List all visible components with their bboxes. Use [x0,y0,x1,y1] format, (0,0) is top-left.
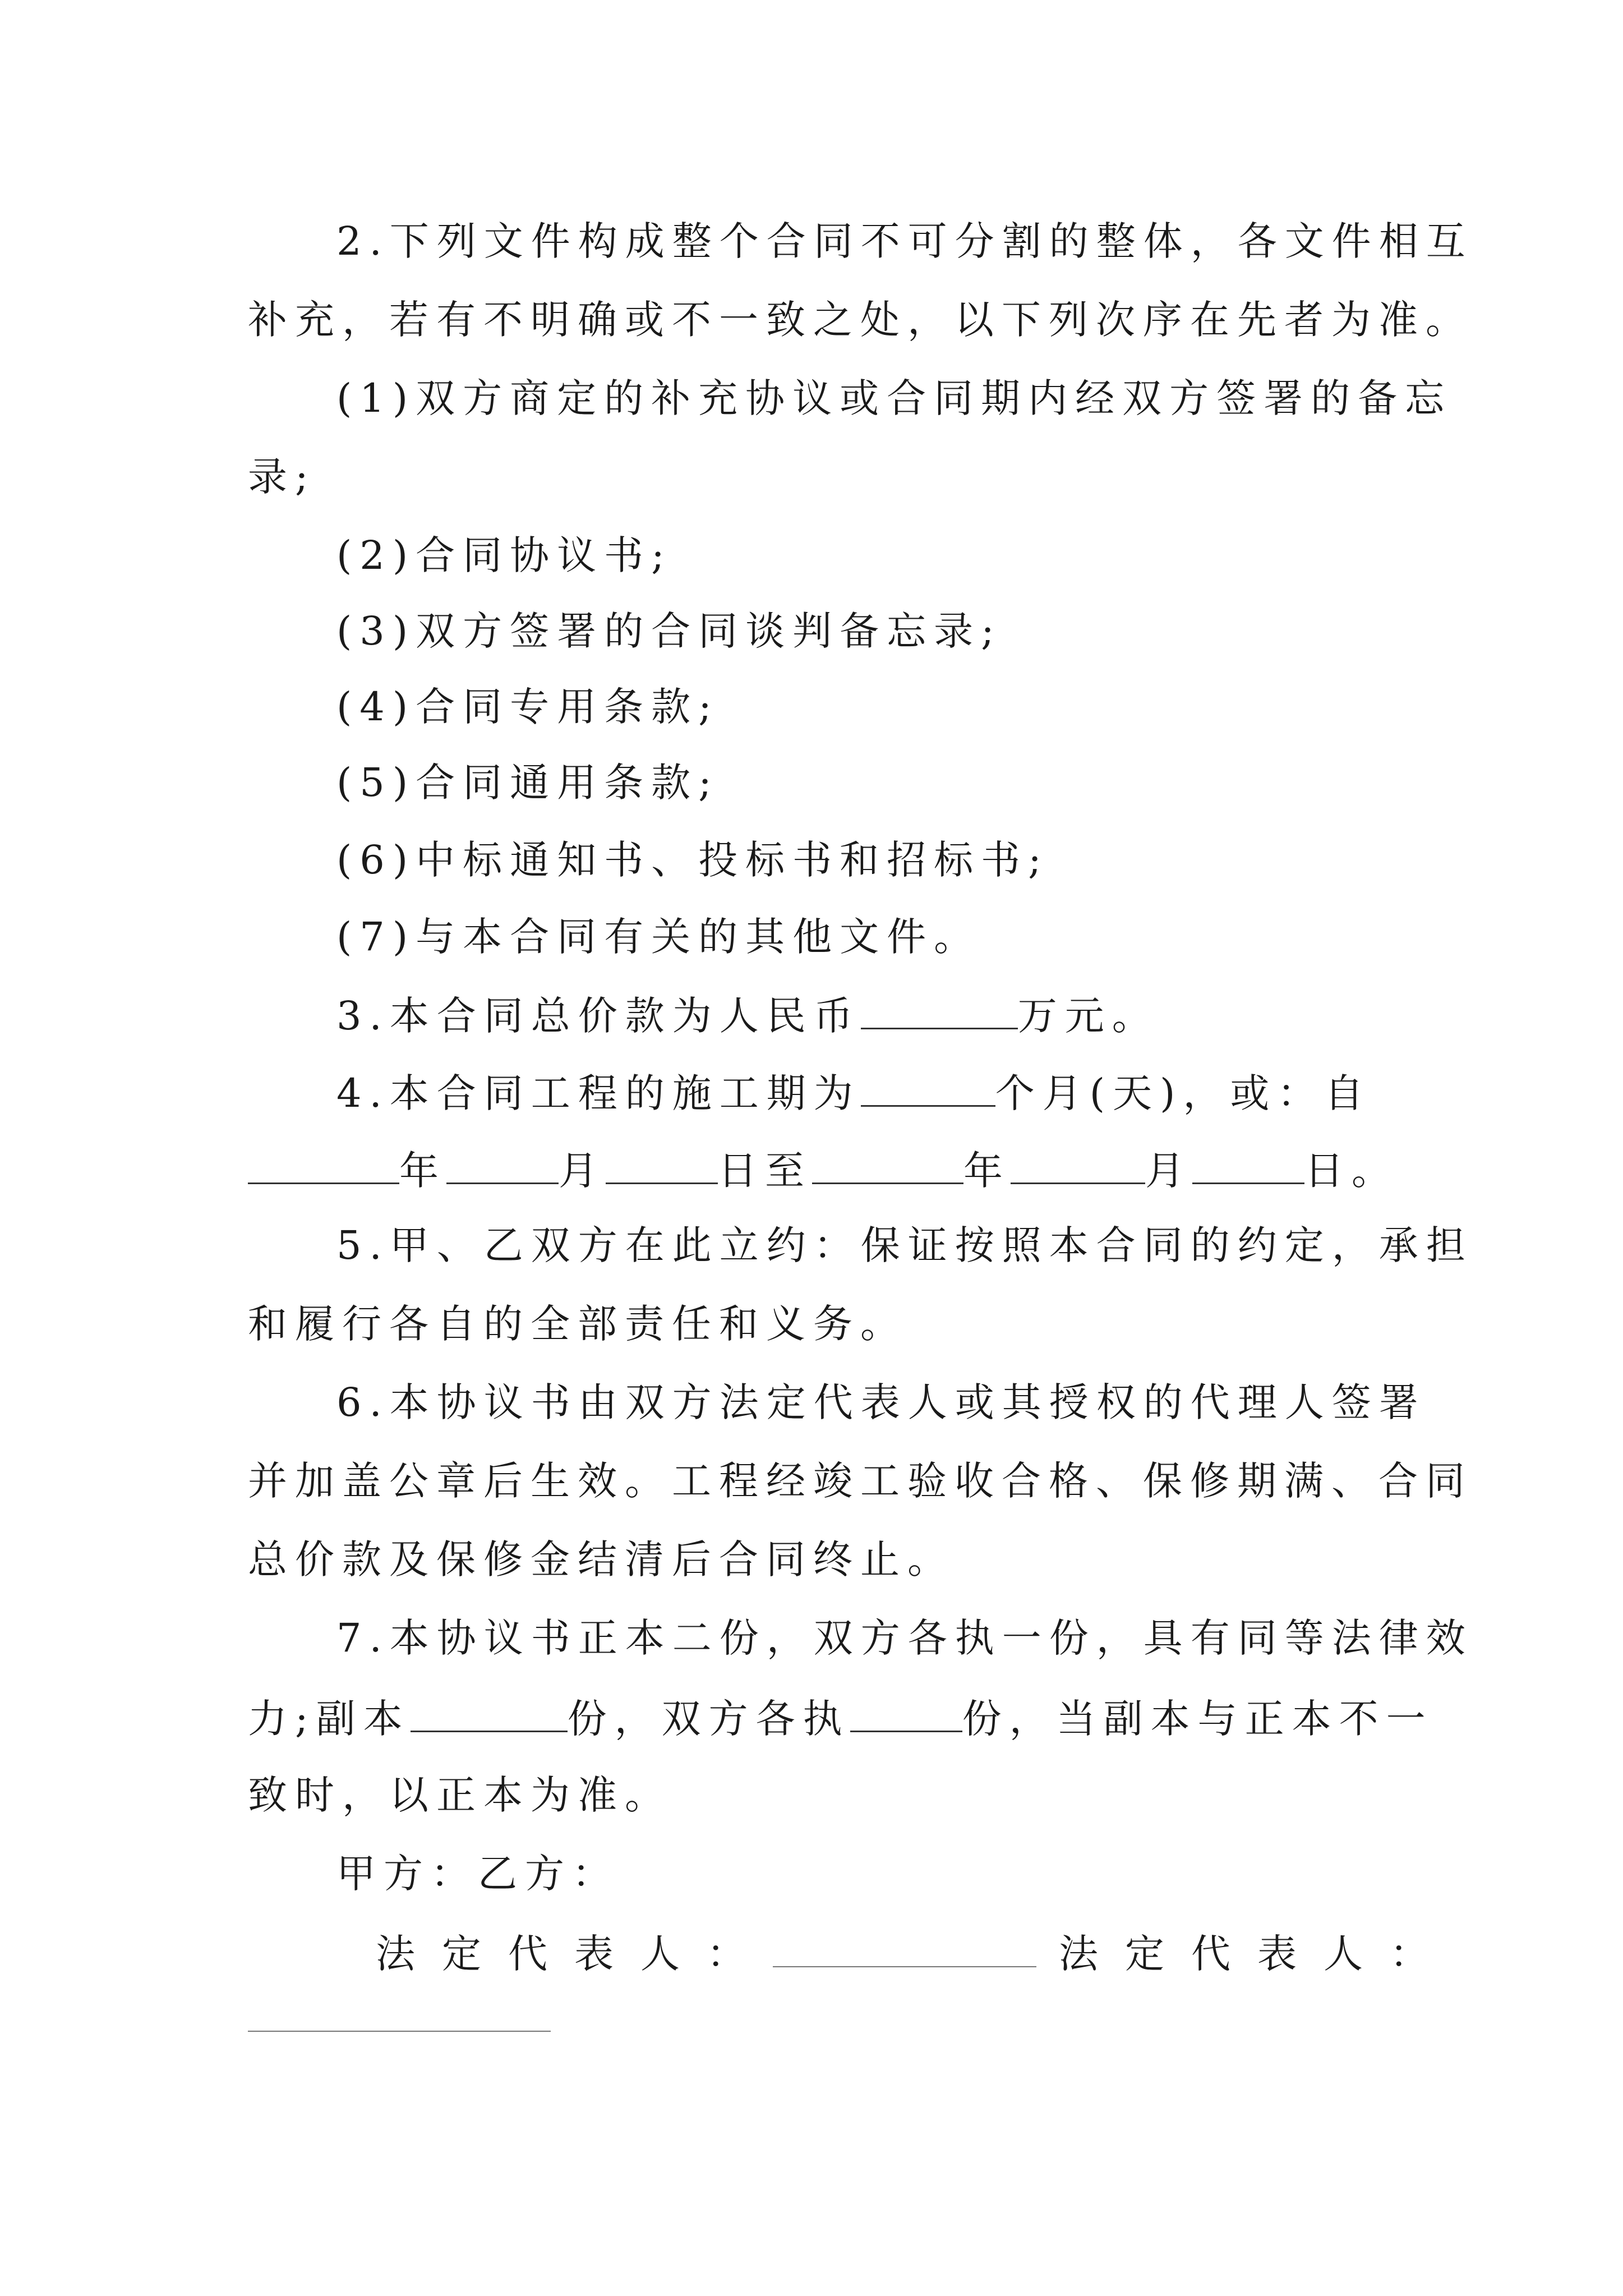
item-2: (2)合同协议书; [336,532,672,578]
clause-2-line-1: 2.下列文件构成整个合同不可分割的整体，各文件相互 [336,218,1473,264]
party-b-representative-label: 法定代表人： [1059,1931,1456,1977]
clause-7-line-3: 致时，以正本为准。 [248,1772,672,1818]
start-year-label: 年 [399,1148,446,1194]
clause-6-line-2: 并加盖公章后生效。工程经竣工验收合格、保修期满、合同 [248,1458,1473,1504]
clause-3 [336,988,1159,1041]
end-year-blank [812,1143,963,1184]
clause-3-text: 3.本合同总价款为人民币 [336,993,861,1039]
parties-line: 甲方：乙方： [336,1851,619,1897]
end-day-label: 日。 [1304,1148,1399,1194]
clause-7-line-1: 7.本协议书正本二份，双方各执一份，具有同等法律效 [336,1615,1473,1661]
item-1-line-1: (1)双方商定的补充协议或合同期内经双方签署的备忘 [336,375,1453,421]
item-4: (4)合同专用条款; [336,684,720,730]
party-a-representative-blank [773,1927,1036,1967]
item-3: (3)双方签署的合同谈判备忘录; [336,608,1002,654]
clause-2-line-2: 补充，若有不明确或不一致之处，以下列次序在先者为准。 [248,297,1473,343]
party-b-representative-blank [248,2031,551,2032]
copies-blank [411,1691,568,1732]
party-a-representative-label: 法定代表人： [376,1931,773,1977]
clause-7-text-a: 力;副本 [248,1696,411,1742]
clause-4-text-2: 个月(天)，或：自 [995,1070,1372,1116]
end-day-blank [1192,1143,1304,1184]
item-6: (6)中标通知书、投标书和招标书; [336,837,1049,883]
representative-line [376,1927,1456,1979]
clause-6-line-1: 6.本协议书由双方法定代表人或其授权的代理人签署 [336,1379,1426,1425]
item-7: (7)与本合同有关的其他文件。 [336,914,981,960]
start-month-blank [446,1143,559,1184]
clause-6-line-3: 总价款及保修金结清后合同终止。 [248,1536,955,1582]
clause-3-unit: 万元。 [1017,993,1159,1039]
clause-7-line-2 [248,1691,1433,1744]
end-year-label: 年 [963,1148,1011,1194]
clause-4-line-2 [248,1143,1399,1196]
start-day-label: 日至 [718,1148,812,1194]
copies-each-blank [850,1691,962,1732]
duration-blank [861,1066,995,1107]
start-month-label: 月 [559,1148,606,1194]
start-year-blank [248,1143,399,1184]
amount-blank [861,988,1018,1029]
clause-4-line-1 [336,1066,1371,1119]
clause-4-text: 4.本合同工程的施工期为 [336,1070,861,1116]
end-month-label: 月 [1145,1148,1192,1194]
clause-5-line-2: 和履行各自的全部责任和义务。 [248,1301,907,1347]
start-day-blank [606,1143,718,1184]
item-5: (5)合同通用条款; [336,760,720,806]
end-month-blank [1011,1143,1145,1184]
clause-7-text-b: 份，双方各执 [567,1696,850,1742]
clause-5-line-1: 5.甲、乙双方在此立约：保证按照本合同的约定，承担 [336,1222,1473,1268]
item-1-line-2: 录; [248,454,316,500]
clause-7-text-c: 份，当副本与正本不一 [962,1696,1433,1742]
